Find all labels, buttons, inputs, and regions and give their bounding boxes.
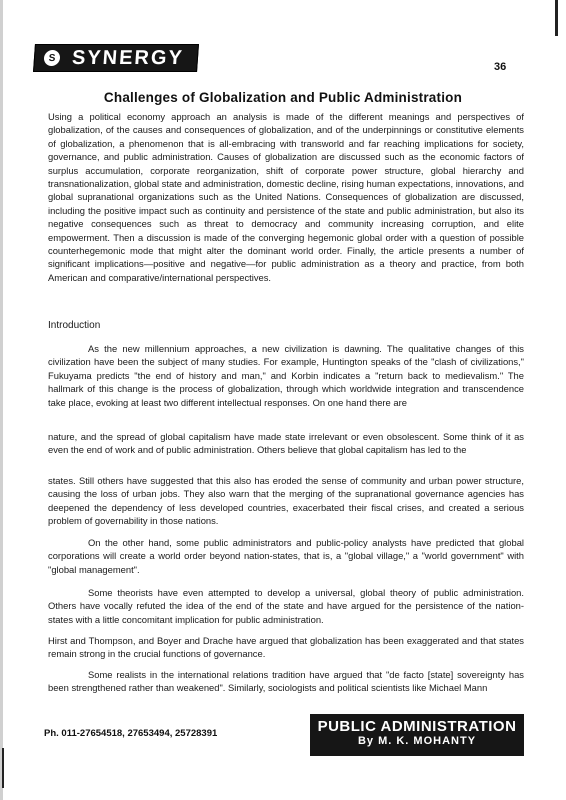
body-paragraph-5: Some theorists have even attempted to develop a universal, global theory of public administration. Others have vocally refuted the idea of the end of the state and have argued for the persistence of the nation-states with a little concomitant implication for public administration. xyxy=(48,587,524,625)
logo-emblem-icon: S xyxy=(43,50,60,66)
footer-book-author: By M. K. MOHANTY xyxy=(357,735,477,747)
body-paragraph-3: states. Still others have suggested that this also has eroded the sense of community and urban power structure, causing the loss of urban jobs. They also warn that the merging of the supranational governance agencies has deepened the dependency of less developed countries, exacerbated their fiscal crises, and created a serious problem of governability in those nations. xyxy=(48,475,524,527)
scan-edge-mark-bottom xyxy=(2,748,4,788)
footer-book-banner xyxy=(310,714,524,756)
page-number: 36 xyxy=(494,61,507,73)
footer-book-title: PUBLIC ADMINISTRATION xyxy=(317,718,517,735)
scan-edge-mark-top xyxy=(555,0,558,36)
body-paragraph-7: Some realists in the international relations tradition have argued that "de facto [state] sovereignty has been strengthened rather than weakened". Similarly, sociologists and political scientists like Michael Mann xyxy=(48,669,524,694)
body-paragraph-4: On the other hand, some public administrators and public-policy analysts have predicted that global corporations will create a world order beyond nation-states, that is, a "global village," a "world government" with "global management". xyxy=(48,537,524,575)
body-paragraph-2: nature, and the spread of global capitalism have made state irrelevant or even obsolescent. Some think of it as even the end of work and of public administration. Others believe that global capitalism has led to the xyxy=(48,431,524,456)
logo-text: SYNERGY xyxy=(71,46,185,69)
scan-edge-left xyxy=(0,0,3,800)
introduction-heading: Introduction xyxy=(48,320,101,331)
body-paragraph-1: As the new millennium approaches, a new civilization is dawning. The qualitative changes of this civilization have been the subject of many studies. For example, Huntington speaks of the "clash of civilizations," Fukuyama predicts "the end of history and man," and Korbin indicates a "return back to medievalism." The hallmark of this change is the process of globalization, through which worldwide integration and transcendence take place, evoking at least two different intellectual responses. On one hand there are xyxy=(48,343,524,408)
body-paragraph-6: Hirst and Thompson, and Boyer and Drache have argued that globalization has been exaggerated and that states remain strong in the crucial functions of governance. xyxy=(48,635,524,660)
page-title: Challenges of Globalization and Public Administration xyxy=(103,90,463,105)
footer-phone: Ph. 011-27654518, 27653494, 25728391 xyxy=(44,728,218,739)
synergy-logo xyxy=(33,44,199,72)
abstract-paragraph: Using a political economy approach an analysis is made of the different meanings and perspectives of globalization, of the causes and consequences of globalization, and of the underpinnings or constitutive elements of globalization, a phenomenon that is all-embracing with transworld and far reaching implications for society, governance, and public administration. Causes of globalization are discussed such as the economic factors of surplus accumulation, corporate reorganization, shift of corporate power structure, global hierarchy and transnationalization, global state and administration, domestic decline, rising human expectations, innovations, and global supranational organizations such as the United Nations. Consequences of globalization are discussed, including the positive impact such as continuity and persistence of the state and public administration, but also its negative consequences such as threat to democracy and community increasing corruption, and elite empowerment. Then a discussion is made of the converging hegemonic global order with a question of possible counterhegemonic mode that might alter the dominant world order. Finally, the article presents a number of significant implications—positive and negative—for public administration as a theory and practice, from both American and comparative/international perspectives. xyxy=(48,111,524,283)
